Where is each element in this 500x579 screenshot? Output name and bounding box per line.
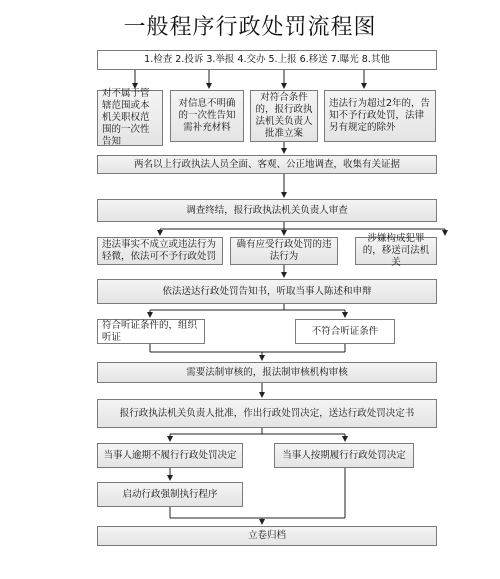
enforce-box [97,482,243,507]
page-title: 一般程序行政处罚流程图 [123,15,377,40]
review-text: 调查终结，报行政执法机关负责人审查 [186,204,348,216]
notice-box [97,279,437,304]
not-jurisdiction-text: 对不属于管辖范围或本机关职权范围的一次性告知 [102,88,150,147]
archive-text: 立卷归档 [247,530,286,541]
file-case-text: 对符合条件的，报行政执法机关负责人批准立案 [255,92,313,139]
overdue-text: 违法行为超过2年的，告知不予行政处罚，法律另有规定的除外 [329,98,431,133]
legal-review-text: 需要法制审核的，报法制审核机构审核 [186,366,348,378]
investigate-text: 两名以上行政执法人员全面、客观、公正地调查，收集有关证据 [133,158,400,170]
transfer-box [355,233,437,268]
sources-box [97,50,437,70]
no-penalty-box [97,237,223,265]
penalty-box [230,237,338,265]
review-box [97,199,437,222]
transfer-text: 涉嫌构成犯罪的，移送司法机关 [362,233,430,268]
sources-text: 1.检查 2.投诉 3.举报 4.交办 5.上报 6.移送 7.曝光 8.其他 [144,54,390,65]
enforce-text: 启动行政强制执行程序 [122,488,218,500]
unclear-info-box [170,90,244,142]
file-case-box [250,90,318,142]
on-time-box [274,443,414,468]
decision-box [97,399,437,428]
hearing-no-text: 不符合听证条件 [311,325,379,337]
overdue-nonperform-text: 当事人逾期不履行行政处罚决定 [103,449,237,461]
unclear-info-text: 对信息不明确的一次性告知需补充材料 [178,98,236,133]
on-time-text: 当事人按期履行行政处罚决定 [282,449,406,461]
hearing-no-box [295,319,395,344]
archive-box [97,526,437,546]
hearing-yes-text: 符合听证条件的，组织听证 [102,319,198,343]
overdue-box [324,90,436,142]
hearing-yes-box [97,319,205,344]
notice-text: 依法送达行政处罚告知书，听取当事人陈述和申辩 [162,285,372,297]
not-jurisdiction-box [97,90,163,146]
decision-text: 报行政执法机关负责人批准，作出行政处罚决定，送达行政处罚决定书 [119,407,415,419]
investigate-box [97,155,437,174]
legal-review-box [97,362,437,383]
penalty-text: 确有应受行政处罚的违法行为 [236,239,332,262]
no-penalty-text: 违法事实不成立或违法行为轻微，依法可不予行政处罚 [102,239,217,262]
overdue-nonperform-box [97,443,243,468]
